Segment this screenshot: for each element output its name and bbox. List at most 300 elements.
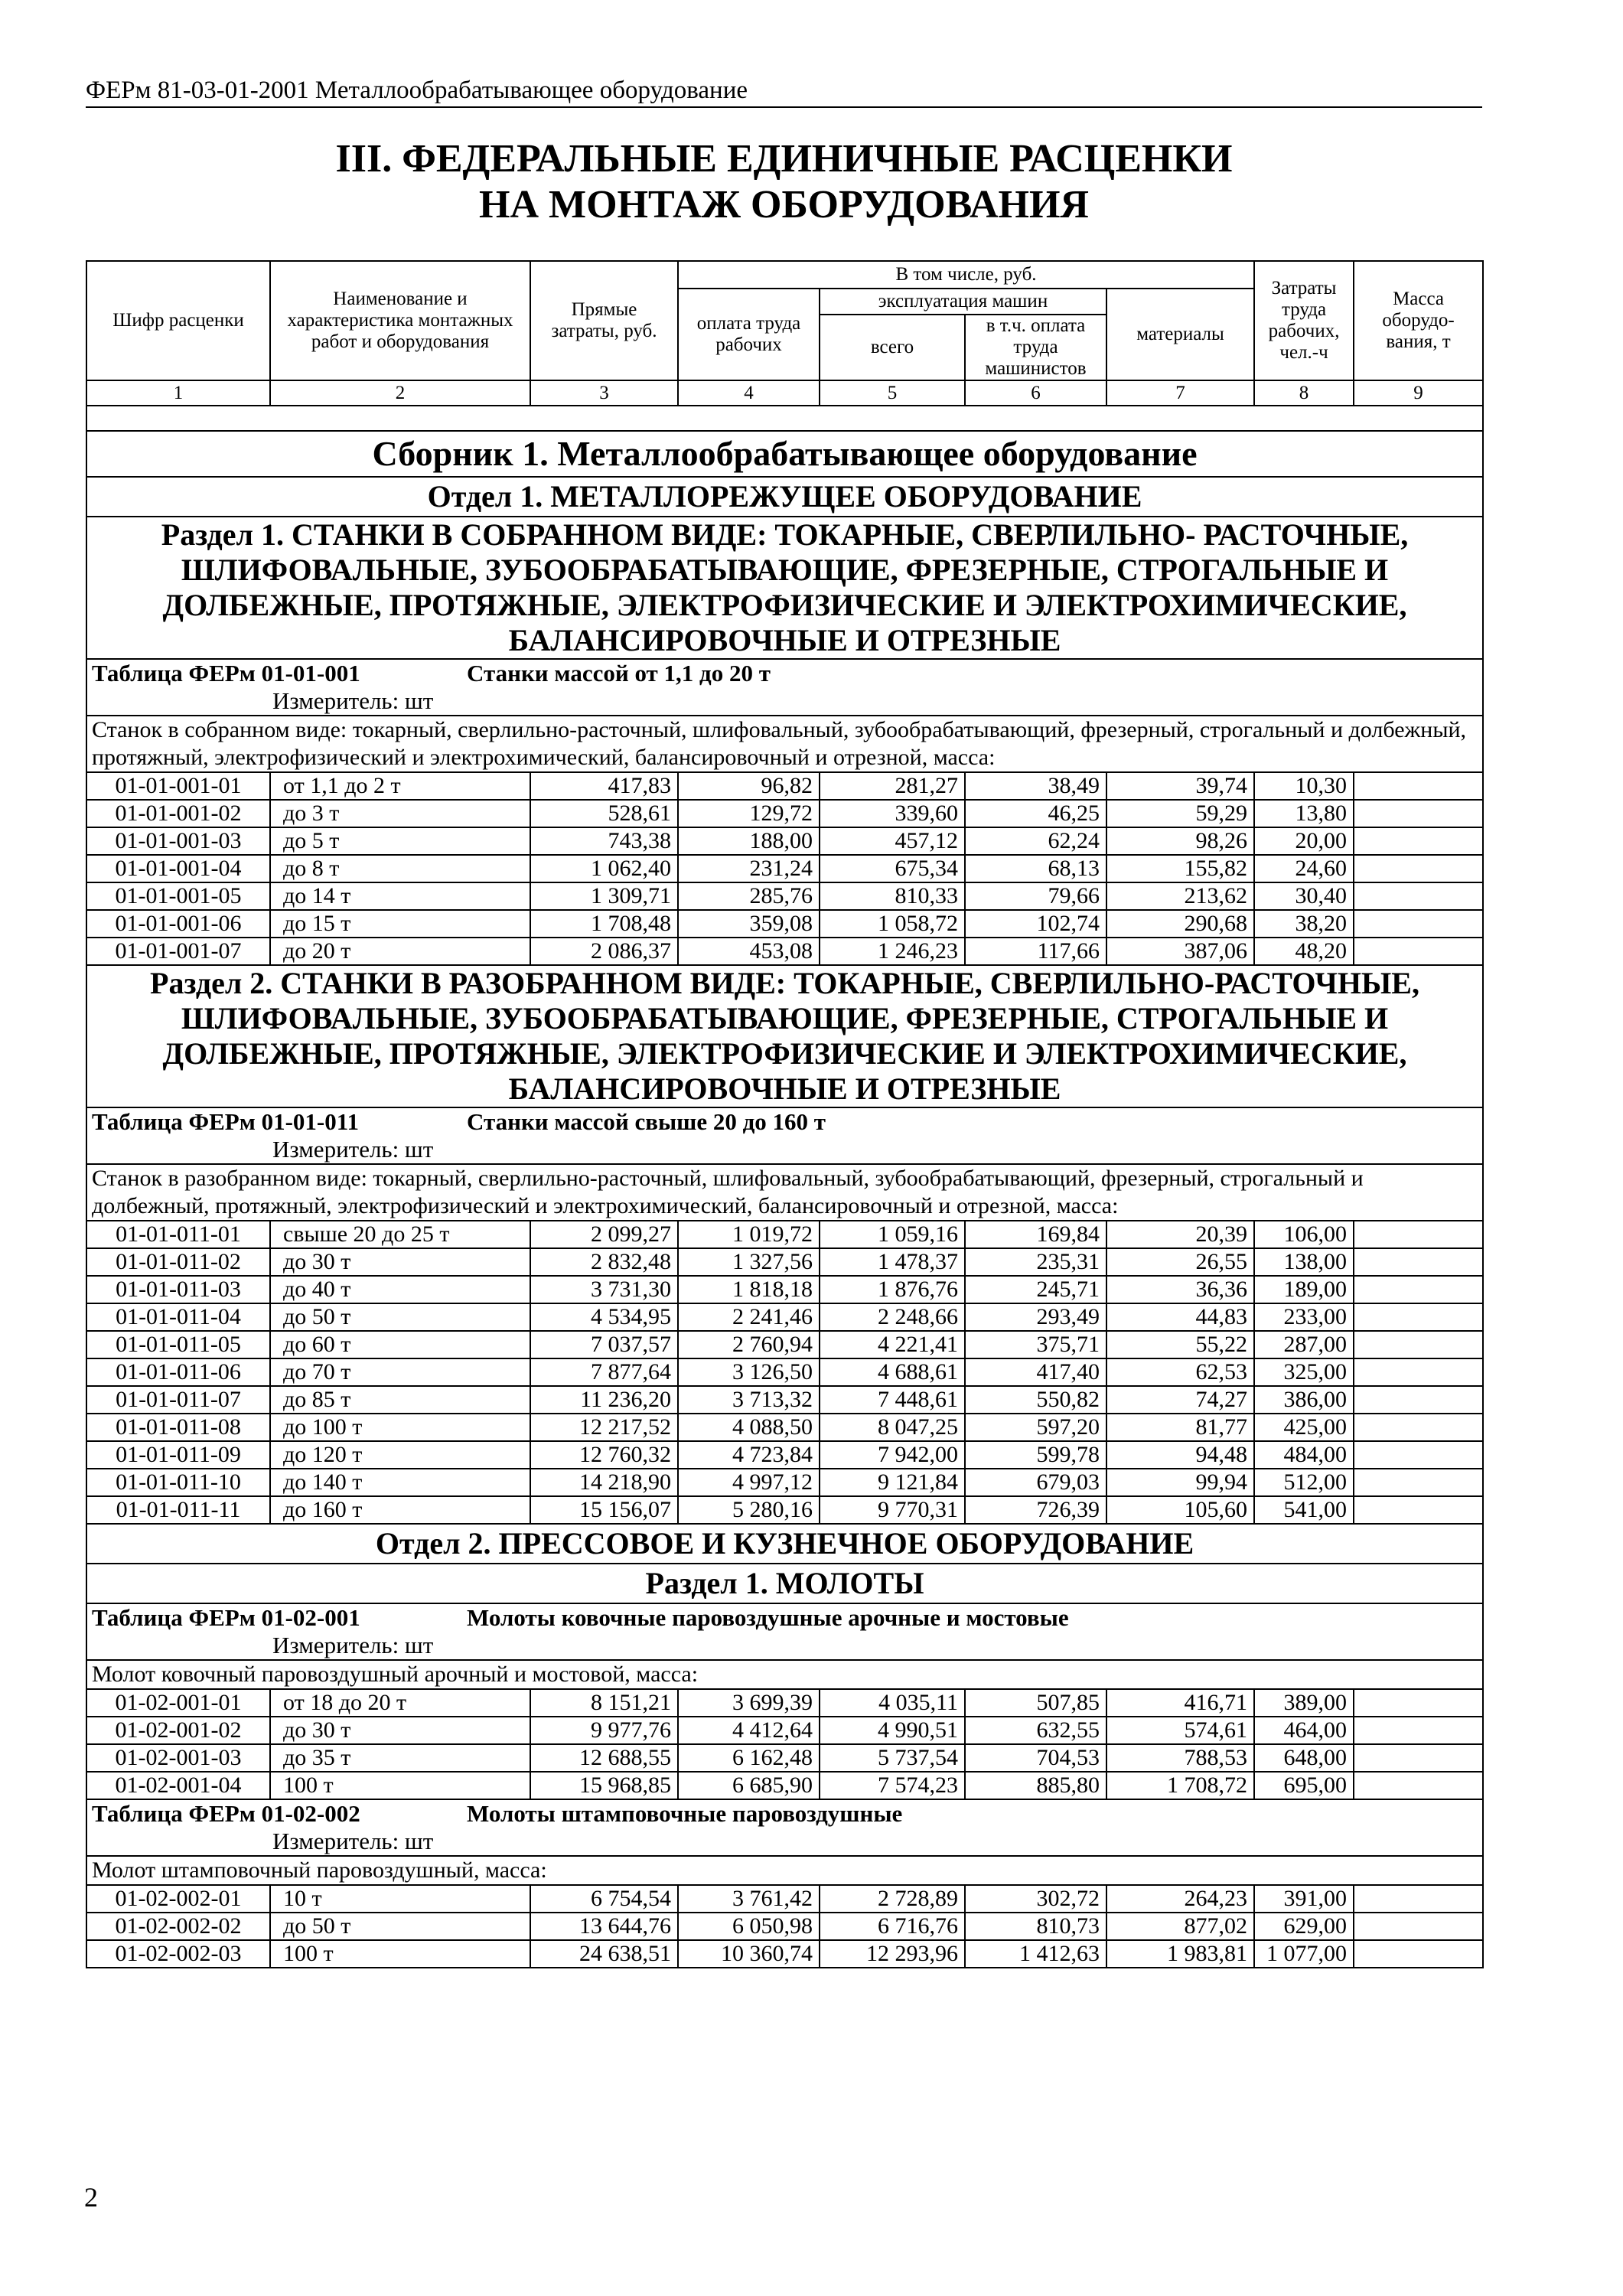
table-row: [86, 1386, 1483, 1414]
otdel-1-heading: Отдел 1. МЕТАЛЛОРЕЖУЩЕЕ ОБОРУДОВАНИЕ: [86, 477, 1483, 517]
direct-cost-cell: 14 218,90: [530, 1469, 678, 1496]
materials-cell: 81,77: [1106, 1414, 1254, 1441]
table-description: Станок в разобранном виде: токарный, сверлильно-расточный, шлифовальный, зубообрабатывающий, фрезерный, строгальный и долбежный, протяжный, электрофизический и электрохимический, балансировочный и отрезной, масса:: [86, 1164, 1483, 1221]
table-1-rows: [86, 772, 1483, 965]
column-number: 3: [530, 380, 678, 406]
machines-total-cell: 9 770,31: [820, 1496, 965, 1524]
running-header: ФЕРм 81-03-01-2001 Металлообрабатывающее оборудование: [86, 77, 1482, 108]
column-number: 6: [965, 380, 1106, 406]
equipment-mass-cell: [1354, 910, 1483, 938]
table-description: Молот штамповочный паровоздушный, масса:: [86, 1856, 1483, 1885]
table-caption: [86, 1603, 1483, 1660]
labor-hours-cell: 695,00: [1254, 1772, 1354, 1799]
machines-total-cell: 1 478,37: [820, 1248, 965, 1276]
wages-cell: 231,24: [678, 855, 820, 882]
rate-code-cell: 01-01-001-06: [86, 910, 270, 938]
direct-cost-cell: 7 877,64: [530, 1358, 678, 1386]
equipment-mass-cell: [1354, 1744, 1483, 1772]
table-row: [86, 1913, 1483, 1940]
rate-code-cell: 01-01-011-05: [86, 1331, 270, 1358]
table-row: [86, 1885, 1483, 1913]
materials-cell: 290,68: [1106, 910, 1254, 938]
labor-hours-cell: 24,60: [1254, 855, 1354, 882]
machines-total-cell: 7 574,23: [820, 1772, 965, 1799]
col-wages-header: оплата труда рабочих: [678, 289, 820, 380]
machinist-wages-cell: 417,40: [965, 1358, 1106, 1386]
direct-cost-cell: 2 086,37: [530, 938, 678, 965]
labor-hours-cell: 233,00: [1254, 1303, 1354, 1331]
work-name-cell: до 15 т: [270, 910, 530, 938]
labor-hours-cell: 512,00: [1254, 1469, 1354, 1496]
razdel-heading-row: [86, 1564, 1483, 1603]
equipment-mass-cell: [1354, 882, 1483, 910]
direct-cost-cell: 4 534,95: [530, 1303, 678, 1331]
direct-cost-cell: 1 309,71: [530, 882, 678, 910]
wages-cell: 1 019,72: [678, 1221, 820, 1248]
materials-cell: 74,27: [1106, 1386, 1254, 1414]
materials-cell: 1 983,81: [1106, 1940, 1254, 1968]
machines-total-cell: 1 058,72: [820, 910, 965, 938]
labor-hours-cell: 1 077,00: [1254, 1940, 1354, 1968]
machinist-wages-cell: 102,74: [965, 910, 1106, 938]
table-row: [86, 1496, 1483, 1524]
labor-hours-cell: 10,30: [1254, 772, 1354, 800]
direct-cost-cell: 11 236,20: [530, 1386, 678, 1414]
column-number: 5: [820, 380, 965, 406]
machines-total-cell: 675,34: [820, 855, 965, 882]
work-name-cell: до 35 т: [270, 1744, 530, 1772]
direct-cost-cell: 12 217,52: [530, 1414, 678, 1441]
machinist-wages-cell: 599,78: [965, 1441, 1106, 1469]
table-caption: [86, 1107, 1483, 1164]
materials-cell: 155,82: [1106, 855, 1254, 882]
table-row: [86, 1276, 1483, 1303]
table-caption-row: [86, 659, 1483, 716]
work-name-cell: до 40 т: [270, 1276, 530, 1303]
labor-hours-cell: 20,00: [1254, 827, 1354, 855]
table-row: [86, 882, 1483, 910]
rate-code-cell: 01-01-001-05: [86, 882, 270, 910]
work-name-cell: до 30 т: [270, 1248, 530, 1276]
machinist-wages-cell: 62,24: [965, 827, 1106, 855]
machinist-wages-cell: 169,84: [965, 1221, 1106, 1248]
table-title: Станки массой от 1,1 до 20 т: [467, 660, 771, 687]
wages-cell: 2 760,94: [678, 1331, 820, 1358]
rate-code-cell: 01-01-011-09: [86, 1441, 270, 1469]
labor-hours-cell: 389,00: [1254, 1689, 1354, 1717]
otdel-heading-row: [86, 477, 1483, 517]
equipment-mass-cell: [1354, 855, 1483, 882]
machines-total-cell: 1 246,23: [820, 938, 965, 965]
table-caption-row: [86, 1603, 1483, 1660]
direct-cost-cell: 743,38: [530, 827, 678, 855]
table-row: [86, 1331, 1483, 1358]
materials-cell: 387,06: [1106, 938, 1254, 965]
machines-total-cell: 7 942,00: [820, 1441, 965, 1469]
table-caption-row: [86, 1799, 1483, 1856]
col-direct-header: Прямые затраты, руб.: [530, 261, 678, 380]
materials-cell: 264,23: [1106, 1885, 1254, 1913]
materials-cell: 98,26: [1106, 827, 1254, 855]
wages-cell: 3 713,32: [678, 1386, 820, 1414]
column-numbers-row: [86, 380, 1483, 406]
collection-heading: Сборник 1. Металлообрабатывающее оборудование: [86, 431, 1483, 477]
labor-hours-cell: 13,80: [1254, 800, 1354, 827]
direct-cost-cell: 1 708,48: [530, 910, 678, 938]
machines-total-cell: 4 688,61: [820, 1358, 965, 1386]
wages-cell: 4 088,50: [678, 1414, 820, 1441]
labor-hours-cell: 287,00: [1254, 1331, 1354, 1358]
equipment-mass-cell: [1354, 1940, 1483, 1968]
direct-cost-cell: 13 644,76: [530, 1913, 678, 1940]
equipment-mass-cell: [1354, 1913, 1483, 1940]
col-mass-header: Масса оборудо-вания, т: [1354, 261, 1483, 380]
rate-code-cell: 01-02-002-02: [86, 1913, 270, 1940]
direct-cost-cell: 6 754,54: [530, 1885, 678, 1913]
equipment-mass-cell: [1354, 800, 1483, 827]
rate-code-cell: 01-01-001-01: [86, 772, 270, 800]
direct-cost-cell: 15 968,85: [530, 1772, 678, 1799]
machinist-wages-cell: 885,80: [965, 1772, 1106, 1799]
direct-cost-cell: 417,83: [530, 772, 678, 800]
materials-cell: 877,02: [1106, 1913, 1254, 1940]
direct-cost-cell: 24 638,51: [530, 1940, 678, 1968]
rate-code-cell: 01-02-002-03: [86, 1940, 270, 1968]
wages-cell: 4 723,84: [678, 1441, 820, 1469]
materials-cell: 99,94: [1106, 1469, 1254, 1496]
labor-hours-cell: 386,00: [1254, 1386, 1354, 1414]
table-row: [86, 772, 1483, 800]
machines-total-cell: 281,27: [820, 772, 965, 800]
wages-cell: 5 280,16: [678, 1496, 820, 1524]
table-name: Таблица ФЕРм 01-02-001: [92, 1604, 360, 1631]
table-description-row: [86, 716, 1483, 772]
table-row: [86, 1303, 1483, 1331]
machinist-wages-cell: 679,03: [965, 1469, 1106, 1496]
col-code-header: Шифр расценки: [86, 261, 270, 380]
table-4-rows: [86, 1885, 1483, 1968]
razdel-1-2-heading: Раздел 2. СТАНКИ В РАЗОБРАННОМ ВИДЕ: ТОКАРНЫЕ, СВЕРЛИЛЬНО-РАСТОЧНЫЕ, ШЛИФОВАЛЬНЫЕ, ЗУБООБРАБАТЫВАЮЩИЕ, ФРЕЗЕРНЫЕ, СТРОГАЛЬНЫЕ И ДОЛБЕЖНЫЕ, ПРОТЯЖНЫЕ, ЭЛЕКТРОФИЗИЧЕСКИЕ И ЭЛЕКТРОХИМИЧЕСКИЕ, БАЛАНСИРОВОЧНЫЕ И ОТРЕЗНЫЕ: [86, 965, 1483, 1107]
work-name-cell: свыше 20 до 25 т: [270, 1221, 530, 1248]
labor-hours-cell: 629,00: [1254, 1913, 1354, 1940]
table-row: [86, 1469, 1483, 1496]
equipment-mass-cell: [1354, 1276, 1483, 1303]
machinist-wages-cell: 375,71: [965, 1331, 1106, 1358]
work-name-cell: до 8 т: [270, 855, 530, 882]
equipment-mass-cell: [1354, 1221, 1483, 1248]
direct-cost-cell: 1 062,40: [530, 855, 678, 882]
machines-total-cell: 4 221,41: [820, 1331, 965, 1358]
labor-hours-cell: 106,00: [1254, 1221, 1354, 1248]
materials-cell: 55,22: [1106, 1331, 1254, 1358]
materials-cell: 26,55: [1106, 1248, 1254, 1276]
table-description-row: [86, 1660, 1483, 1689]
table-row: [86, 910, 1483, 938]
page-number: 2: [84, 2182, 98, 2213]
materials-cell: 59,29: [1106, 800, 1254, 827]
equipment-mass-cell: [1354, 1689, 1483, 1717]
razdel-heading-row: [86, 965, 1483, 1107]
machinist-wages-cell: 597,20: [965, 1414, 1106, 1441]
rate-code-cell: 01-01-011-04: [86, 1303, 270, 1331]
work-name-cell: до 3 т: [270, 800, 530, 827]
wages-cell: 96,82: [678, 772, 820, 800]
table-unit: Измеритель: шт: [272, 1828, 434, 1854]
machines-total-cell: 4 035,11: [820, 1689, 965, 1717]
work-name-cell: до 85 т: [270, 1386, 530, 1414]
work-name-cell: до 30 т: [270, 1717, 530, 1744]
table-row: [86, 855, 1483, 882]
machines-total-cell: 2 248,66: [820, 1303, 965, 1331]
materials-cell: 36,36: [1106, 1276, 1254, 1303]
machinist-wages-cell: 117,66: [965, 938, 1106, 965]
labor-hours-cell: 541,00: [1254, 1496, 1354, 1524]
rate-code-cell: 01-02-002-01: [86, 1885, 270, 1913]
work-name-cell: 10 т: [270, 1885, 530, 1913]
work-name-cell: 100 т: [270, 1772, 530, 1799]
otdel-heading-row: [86, 1524, 1483, 1564]
razdel-heading-row: [86, 517, 1483, 659]
table-caption: [86, 1799, 1483, 1856]
machines-total-cell: 6 716,76: [820, 1913, 965, 1940]
table-description: Станок в собранном виде: токарный, сверлильно-расточный, шлифовальный, зубообрабатывающий, фрезерный, строгальный и долбежный, протяжный, электрофизический и электрохимический, балансировочный и отрезной, масса:: [86, 716, 1483, 772]
collection-heading-row: [86, 431, 1483, 477]
table-row: [86, 827, 1483, 855]
machinist-wages-cell: 68,13: [965, 855, 1106, 882]
machinist-wages-cell: 1 412,63: [965, 1940, 1106, 1968]
equipment-mass-cell: [1354, 1386, 1483, 1414]
materials-cell: 62,53: [1106, 1358, 1254, 1386]
table-row: [86, 1717, 1483, 1744]
rate-code-cell: 01-01-001-04: [86, 855, 270, 882]
rate-code-cell: 01-01-011-06: [86, 1358, 270, 1386]
table-caption-row: [86, 1107, 1483, 1164]
machines-total-cell: 7 448,61: [820, 1386, 965, 1414]
rate-code-cell: 01-02-001-04: [86, 1772, 270, 1799]
col-name-header: Наименование и характеристика монтажных работ и оборудования: [270, 261, 530, 380]
labor-hours-cell: 464,00: [1254, 1717, 1354, 1744]
wages-cell: 188,00: [678, 827, 820, 855]
wages-cell: 6 685,90: [678, 1772, 820, 1799]
machinist-wages-cell: 726,39: [965, 1496, 1106, 1524]
labor-hours-cell: 138,00: [1254, 1248, 1354, 1276]
razdel-1-1-heading: Раздел 1. СТАНКИ В СОБРАННОМ ВИДЕ: ТОКАРНЫЕ, СВЕРЛИЛЬНО- РАСТОЧНЫЕ, ШЛИФОВАЛЬНЫЕ, ЗУБООБРАБАТЫВАЮЩИЕ, ФРЕЗЕРНЫЕ, СТРОГАЛЬНЫЕ И ДОЛБЕЖНЫЕ, ПРОТЯЖНЫЕ, ЭЛЕКТРОФИЗИЧЕСКИЕ И ЭЛЕКТРОХИМИЧЕСКИЕ, БАЛАНСИРОВОЧНЫЕ И ОТРЕЗНЫЕ: [86, 517, 1483, 659]
wages-cell: 3 126,50: [678, 1358, 820, 1386]
wages-cell: 4 412,64: [678, 1717, 820, 1744]
table-title: Станки массой свыше 20 до 160 т: [467, 1108, 826, 1135]
table-row: [86, 800, 1483, 827]
wages-cell: 129,72: [678, 800, 820, 827]
machines-total-cell: 9 121,84: [820, 1469, 965, 1496]
work-name-cell: до 20 т: [270, 938, 530, 965]
table-3-rows: [86, 1689, 1483, 1799]
table-description-row: [86, 1856, 1483, 1885]
rate-code-cell: 01-01-011-02: [86, 1248, 270, 1276]
labor-hours-cell: 30,40: [1254, 882, 1354, 910]
table-row: [86, 1414, 1483, 1441]
equipment-mass-cell: [1354, 827, 1483, 855]
table-description-row: [86, 1164, 1483, 1221]
rate-code-cell: 01-02-001-01: [86, 1689, 270, 1717]
materials-cell: 39,74: [1106, 772, 1254, 800]
direct-cost-cell: 528,61: [530, 800, 678, 827]
page-title-line-1: III. ФЕДЕРАЛЬНЫЕ ЕДИНИЧНЫЕ РАСЦЕНКИ: [335, 137, 1233, 181]
rate-code-cell: 01-01-011-08: [86, 1414, 270, 1441]
table-name: Таблица ФЕРм 01-02-002: [92, 1800, 360, 1827]
table-row: [86, 1940, 1483, 1968]
rates-table: [86, 260, 1484, 1968]
machines-total-cell: 4 990,51: [820, 1717, 965, 1744]
rate-code-cell: 01-01-011-01: [86, 1221, 270, 1248]
direct-cost-cell: 15 156,07: [530, 1496, 678, 1524]
rate-code-cell: 01-01-011-11: [86, 1496, 270, 1524]
wages-cell: 3 761,42: [678, 1885, 820, 1913]
direct-cost-cell: 12 760,32: [530, 1441, 678, 1469]
materials-cell: 788,53: [1106, 1744, 1254, 1772]
machines-total-cell: 8 047,25: [820, 1414, 965, 1441]
machines-total-cell: 457,12: [820, 827, 965, 855]
razdel-2-1-heading: Раздел 1. МОЛОТЫ: [86, 1564, 1483, 1603]
wages-cell: 1 818,18: [678, 1276, 820, 1303]
materials-cell: 416,71: [1106, 1689, 1254, 1717]
labor-hours-cell: 484,00: [1254, 1441, 1354, 1469]
equipment-mass-cell: [1354, 1717, 1483, 1744]
rate-code-cell: 01-01-011-03: [86, 1276, 270, 1303]
table-row: [86, 938, 1483, 965]
table-title: Молоты штамповочные паровоздушные: [467, 1800, 903, 1827]
table-name: Таблица ФЕРм 01-01-001: [92, 660, 360, 687]
machinist-wages-cell: 550,82: [965, 1386, 1106, 1414]
work-name-cell: от 1,1 до 2 т: [270, 772, 530, 800]
col-machines-header: эксплуатация машин: [820, 289, 1106, 315]
materials-cell: 1 708,72: [1106, 1772, 1254, 1799]
equipment-mass-cell: [1354, 1358, 1483, 1386]
rate-code-cell: 01-01-011-10: [86, 1469, 270, 1496]
col-including-header: В том числе, руб.: [678, 261, 1254, 289]
materials-cell: 20,39: [1106, 1221, 1254, 1248]
table-caption: [86, 659, 1483, 716]
wages-cell: 453,08: [678, 938, 820, 965]
machines-total-cell: 5 737,54: [820, 1744, 965, 1772]
table-row: [86, 1772, 1483, 1799]
work-name-cell: до 140 т: [270, 1469, 530, 1496]
labor-hours-cell: 325,00: [1254, 1358, 1354, 1386]
machines-total-cell: 1 876,76: [820, 1276, 965, 1303]
machines-total-cell: 810,33: [820, 882, 965, 910]
table-unit: Измеритель: шт: [272, 1136, 434, 1163]
machines-total-cell: 1 059,16: [820, 1221, 965, 1248]
direct-cost-cell: 12 688,55: [530, 1744, 678, 1772]
materials-cell: 213,62: [1106, 882, 1254, 910]
machines-total-cell: 339,60: [820, 800, 965, 827]
wages-cell: 1 327,56: [678, 1248, 820, 1276]
work-name-cell: до 60 т: [270, 1331, 530, 1358]
work-name-cell: до 50 т: [270, 1303, 530, 1331]
direct-cost-cell: 3 731,30: [530, 1276, 678, 1303]
table-row: [86, 1441, 1483, 1469]
labor-hours-cell: 391,00: [1254, 1885, 1354, 1913]
equipment-mass-cell: [1354, 1441, 1483, 1469]
table-2-rows: [86, 1221, 1483, 1524]
column-number: 4: [678, 380, 820, 406]
direct-cost-cell: 2 832,48: [530, 1248, 678, 1276]
machinist-wages-cell: 302,72: [965, 1885, 1106, 1913]
equipment-mass-cell: [1354, 1248, 1483, 1276]
equipment-mass-cell: [1354, 1772, 1483, 1799]
equipment-mass-cell: [1354, 1496, 1483, 1524]
labor-hours-cell: 425,00: [1254, 1414, 1354, 1441]
rate-code-cell: 01-01-001-03: [86, 827, 270, 855]
equipment-mass-cell: [1354, 1303, 1483, 1331]
machinist-wages-cell: 46,25: [965, 800, 1106, 827]
table-row: [86, 1744, 1483, 1772]
work-name-cell: до 120 т: [270, 1441, 530, 1469]
rate-code-cell: 01-01-011-07: [86, 1386, 270, 1414]
rate-code-cell: 01-01-001-07: [86, 938, 270, 965]
equipment-mass-cell: [1354, 938, 1483, 965]
equipment-mass-cell: [1354, 1331, 1483, 1358]
table-unit: Измеритель: шт: [272, 687, 434, 714]
col-machinist-wages-header: в т.ч. оплата труда машинистов: [965, 315, 1106, 380]
labor-hours-cell: 38,20: [1254, 910, 1354, 938]
machines-total-cell: 12 293,96: [820, 1940, 965, 1968]
machinist-wages-cell: 235,31: [965, 1248, 1106, 1276]
equipment-mass-cell: [1354, 1469, 1483, 1496]
column-number: 1: [86, 380, 270, 406]
direct-cost-cell: 8 151,21: [530, 1689, 678, 1717]
table-title: Молоты ковочные паровоздушные арочные и мостовые: [467, 1604, 1069, 1631]
wages-cell: 2 241,46: [678, 1303, 820, 1331]
table-description: Молот ковочный паровоздушный арочный и мостовой, масса:: [86, 1660, 1483, 1689]
col-machines-total-header: всего: [820, 315, 965, 380]
materials-cell: 94,48: [1106, 1441, 1254, 1469]
equipment-mass-cell: [1354, 772, 1483, 800]
wages-cell: 359,08: [678, 910, 820, 938]
wages-cell: 6 162,48: [678, 1744, 820, 1772]
machinist-wages-cell: 810,73: [965, 1913, 1106, 1940]
work-name-cell: 100 т: [270, 1940, 530, 1968]
column-number: 2: [270, 380, 530, 406]
rate-code-cell: 01-02-001-03: [86, 1744, 270, 1772]
col-labor-header: Затраты труда рабочих, чел.-ч: [1254, 261, 1354, 380]
work-name-cell: до 50 т: [270, 1913, 530, 1940]
machinist-wages-cell: 704,53: [965, 1744, 1106, 1772]
machinist-wages-cell: 507,85: [965, 1689, 1106, 1717]
table-row: [86, 1248, 1483, 1276]
wages-cell: 10 360,74: [678, 1940, 820, 1968]
work-name-cell: до 14 т: [270, 882, 530, 910]
labor-hours-cell: 189,00: [1254, 1276, 1354, 1303]
labor-hours-cell: 648,00: [1254, 1744, 1354, 1772]
materials-cell: 105,60: [1106, 1496, 1254, 1524]
table-unit: Измеритель: шт: [272, 1632, 434, 1658]
machinist-wages-cell: 293,49: [965, 1303, 1106, 1331]
work-name-cell: до 70 т: [270, 1358, 530, 1386]
wages-cell: 4 997,12: [678, 1469, 820, 1496]
page-title-line-2: НА МОНТАЖ ОБОРУДОВАНИЯ: [479, 183, 1089, 227]
materials-cell: 574,61: [1106, 1717, 1254, 1744]
table-row: [86, 1358, 1483, 1386]
direct-cost-cell: 7 037,57: [530, 1331, 678, 1358]
rate-code-cell: 01-01-001-02: [86, 800, 270, 827]
work-name-cell: до 5 т: [270, 827, 530, 855]
spacer-row: [86, 406, 1483, 431]
wages-cell: 3 699,39: [678, 1689, 820, 1717]
table-name: Таблица ФЕРм 01-01-011: [92, 1108, 360, 1135]
column-number: 7: [1106, 380, 1254, 406]
otdel-2-heading: Отдел 2. ПРЕССОВОЕ И КУЗНЕЧНОЕ ОБОРУДОВАНИЕ: [86, 1524, 1483, 1564]
wages-cell: 285,76: [678, 882, 820, 910]
